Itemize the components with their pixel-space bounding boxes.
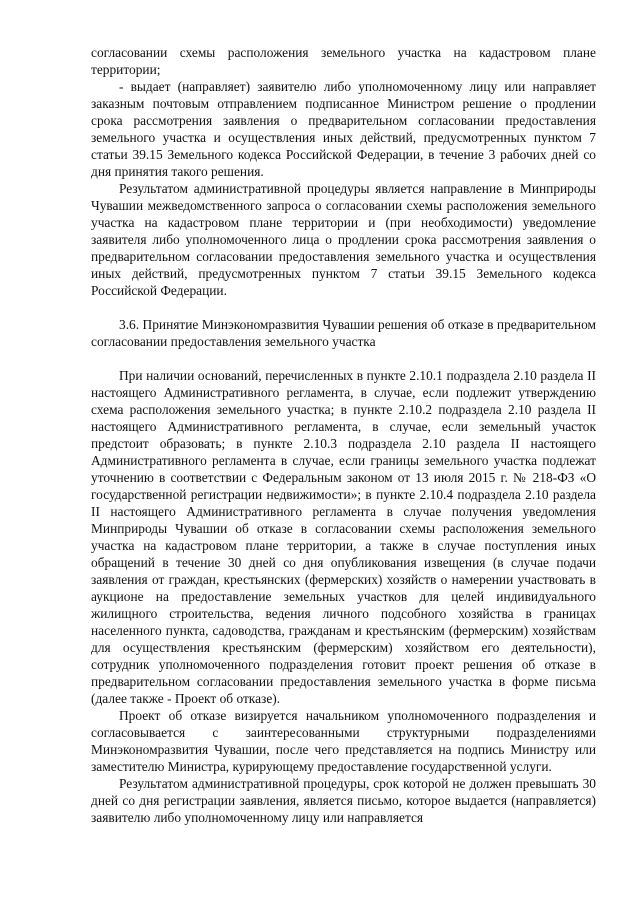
paragraph-6: Результатом административной процедуры, срок которой не должен превышать 30 дней со дня регистрации заявления, является письмо, которое выдается (направляется) заявителю либо уполномоченному лицу или направляется — [91, 776, 596, 825]
paragraph-4: При наличии оснований, перечисленных в пункте 2.10.1 подраздела 2.10 раздела II настоящего Административного регламента, в случае, если подлежит утверждению схема расположения земельного участка; в пункте 2.10.2 подраздела 2.10 раздела II настоящего Административного регламента, в случае, если земельный участок предстоит образовать; в пункте 2.10.3 подраздела 2.10 раздела II настоящего Административного регламента в случае, если границы земельного участка подлежат уточнению в соответствии с Федеральным законом от 13 июля 2015 г. № 218-ФЗ «О государственной регистрации недвижимости»; в пункте 2.10.4 подраздела 2.10 раздела II настоящего Административного регламента в случае получения уведомления Минприроды Чувашии об отказе в согласовании схемы расположения земельного участка на кадастровом плане территории, а также в случае поступления иных обращений в течение 30 дней со дня опубликования извещения (в случае подачи заявления от граждан, крестьянских (фермерских) хозяйств о намерении участвовать в аукционе на предоставление земельных участков для целей индивидуального жилищного строительства, ведения личного подсобного хозяйства в границах населенного пункта, садоводства, гражданам и крестьянским (фермерским) хозяйствам для осуществления крестьянским (фермерским) хозяйством его деятельности), сотрудник уполномоченного подразделения готовит проект решения об отказе в предварительном согласовании предоставления земельного участка в форме письма (далее также - Проект об отказе). — [91, 368, 596, 706]
spacer — [91, 350, 596, 367]
paragraph-5: Проект об отказе визируется начальником уполномоченного подразделения и согласовывается с заинтересованными структурными подразделениями Минэкономразвития Чувашии, после чего представляется на подпись Министру или заместителю Министра, курирующему предоставление государственной услуги. — [91, 708, 596, 774]
paragraph-1: согласовании схемы расположения земельного участка на кадастровом плане территории; — [91, 45, 596, 77]
paragraph-3: Результатом административной процедуры является направление в Минприроды Чувашии межведомственного запроса о согласовании схемы расположения земельного участка на кадастровом плане территории и (при необходимости) уведомление заявителя либо уполномоченного лица о продлении срока рассмотрения заявления о предварительном согласовании предоставления земельного участка и осуществления иных действий, предусмотренных пунктом 7 статьи 39.15 Земельного кодекса Российской Федерации. — [91, 181, 596, 298]
spacer — [91, 299, 596, 316]
section-heading: 3.6. Принятие Минэкономразвития Чувашии решения об отказе в предварительном согласовании предоставления земельного участка — [91, 317, 596, 349]
paragraph-2: - выдает (направляет) заявителю либо уполномоченному лицу или направляет заказным почтовым отправлением подписанное Министром решение о продлении срока рассмотрения заявления о предварительном согласовании предоставления земельного участка и осуществления иных действий, предусмотренных пунктом 7 статьи 39.15 Земельного кодекса Российской Федерации, в течение 3 рабочих дней со дня принятия такого решения. — [91, 79, 596, 179]
document-page — [91, 44, 596, 826]
